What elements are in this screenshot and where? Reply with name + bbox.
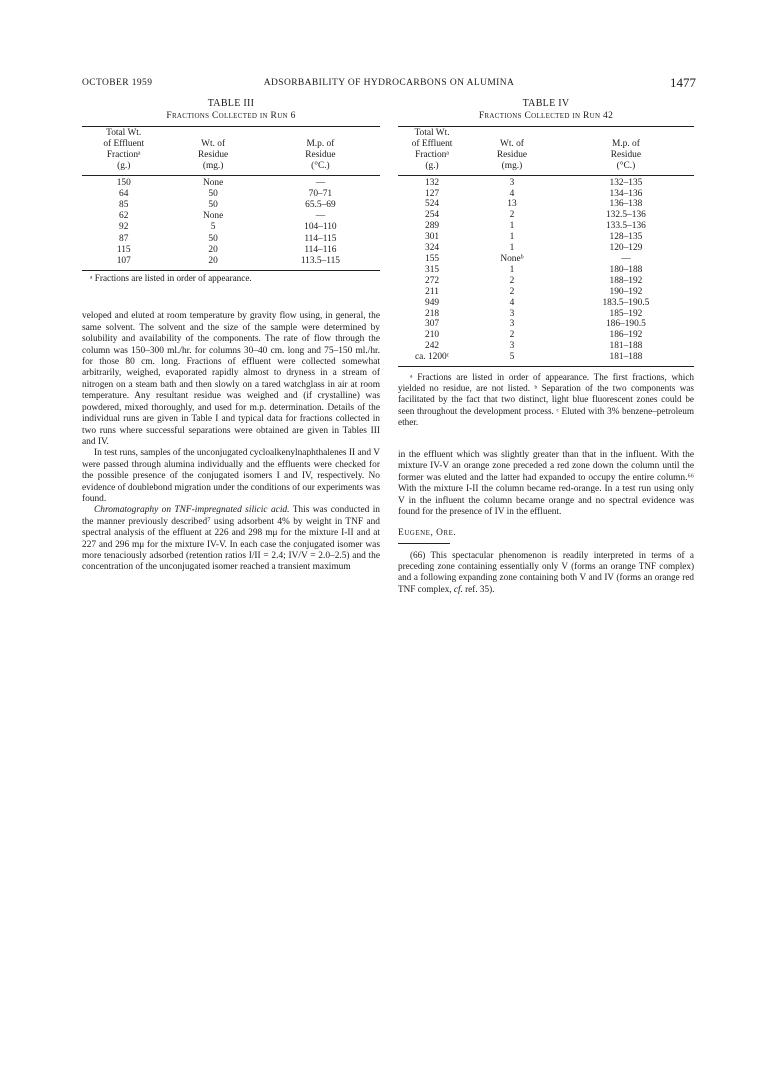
table-3-title: TABLE III: [207, 98, 255, 109]
table-cell: 272: [425, 275, 440, 286]
table-cell: 92: [119, 222, 129, 233]
table-cell: 4: [509, 297, 515, 308]
table-cell: 20: [208, 244, 218, 255]
table-cell: 324: [425, 243, 440, 254]
footnote-66: (66) This spectacular phenomenon is readily interpreted in terms of a preceding zone containing essentially only V (forms an orange TNF complex) and a following expanding zone containing both V and IV (forms an orange red TNF complex, cf. ref. 35).: [398, 549, 694, 594]
table-4-row: [398, 232, 694, 243]
table-cell: 132.5–136: [605, 210, 646, 221]
table-cell: 65.5–69: [305, 200, 336, 211]
table-cell: 5: [210, 222, 216, 233]
table-3-bottom-rule: [82, 270, 380, 271]
table-cell: 183.5–190.5: [602, 297, 650, 308]
table-4-header-col-1: Total Wt. of Effluent Fractionᵃ (g.): [411, 127, 453, 172]
table-cell: 114–116: [304, 244, 337, 255]
table-3-header-col-2: Wt. of Residue (mg.): [198, 139, 229, 172]
table-4-row: [398, 265, 694, 276]
table-cell: 1: [509, 232, 515, 243]
table-cell: 128–135: [609, 232, 643, 243]
table-4-caption: Fractions Collected in Run 42: [478, 111, 614, 122]
table-cell: 188–192: [609, 275, 643, 286]
table-4-row: [398, 221, 694, 232]
table-4-row: [398, 254, 694, 265]
table-cell: 1: [509, 221, 515, 232]
table-cell: 2: [509, 275, 515, 286]
left-body-text: [82, 311, 380, 573]
table-cell: ca. 1200ᶜ: [414, 352, 450, 363]
table-cell: 70–71: [308, 188, 333, 199]
table-cell: 254: [425, 210, 440, 221]
table-cell: 113.5–115: [300, 256, 340, 267]
table-cell: 50: [208, 233, 218, 244]
paragraph-test-runs: In test runs, samples of the unconjugated cycloalkenylnaphthalenes II and V were passed through alumina individually and the effluents were checked for the possible presence of the conjugated isomers I and IV, respectively. No evidence of doublebond migration under the conditions of our experiments was found.: [82, 448, 380, 504]
table-cell: 107: [116, 256, 131, 267]
table-cell: 13: [507, 199, 517, 210]
table-cell: 181–188: [609, 341, 643, 352]
table-3-row: [82, 256, 380, 267]
table-3-row: [82, 234, 380, 245]
table-4-row: [398, 287, 694, 298]
table-cell: 132–135: [609, 177, 643, 188]
table-cell: 186–192: [609, 330, 643, 341]
page-number: 1477: [670, 75, 696, 90]
table-cell: 104–110: [304, 222, 337, 233]
table-3-header-col-1: Total Wt. of Effluent Fractionᵃ (g.): [103, 127, 145, 172]
right-column: [398, 98, 694, 595]
author-location: Eugene, Ore.: [398, 528, 457, 539]
table-cell: 115: [116, 244, 131, 255]
table-cell: 120–129: [609, 243, 643, 254]
table-cell: 3: [509, 341, 515, 352]
table-cell: 524: [425, 199, 440, 210]
table-4-row: [398, 352, 694, 363]
table-4-row: [398, 243, 694, 254]
header-date: OCTOBER 1959: [82, 78, 153, 88]
table-4-row: [398, 330, 694, 341]
table-cell: 127: [425, 188, 440, 199]
table-3-header-rule: [82, 175, 380, 176]
table-3-row: [82, 178, 380, 189]
table-4-row: [398, 210, 694, 221]
table-cell: 4: [509, 188, 515, 199]
table-4-row: [398, 319, 694, 330]
table-3-body: [82, 178, 380, 268]
table-cell: 20: [208, 256, 218, 267]
table-cell: 186–190.5: [605, 319, 646, 330]
table-cell: 210: [425, 330, 440, 341]
table-3-row: [82, 245, 380, 256]
left-column: [82, 98, 380, 574]
table-cell: 181–188: [609, 352, 643, 363]
table-cell: 1: [509, 243, 515, 254]
table-4-header-rule: [398, 175, 694, 176]
table-4-row: [398, 178, 694, 189]
table-4-body: [398, 178, 694, 363]
table-cell: 1: [509, 264, 515, 275]
table-3-row: [82, 211, 380, 222]
table-3-row: [82, 189, 380, 200]
footnote-separator: [398, 543, 450, 544]
table-4-row: [398, 189, 694, 200]
table-cell: 315: [425, 264, 440, 275]
table-cell: 134–136: [609, 188, 643, 199]
table-cell: 190–192: [609, 286, 643, 297]
table-cell: 242: [425, 341, 440, 352]
paragraph-effluent: in the effluent which was slightly greater than that in the influent. With the mixture IV-V an orange zone preceded a red zone down the column until the former was eluted and the latter had expanded to occupy the entire column.⁶⁶ With the mixture I-II the column became red-orange. In a test run using only V in the influent the column became orange and no spectral evidence was found for the presence of IV in the effluent.: [398, 450, 694, 518]
table-cell: 50: [208, 200, 218, 211]
table-3-row: [82, 222, 380, 233]
table-4-row: [398, 341, 694, 352]
table-cell: —: [315, 211, 326, 222]
table-cell: 155: [425, 253, 440, 264]
table-4-footnote: ᵃ Fractions are listed in order of appearance. The first fractions, which yielded no residue, are not listed. ᵇ Separation of the two components was facilitated by the fact that two distinct, light blue fluorescent zones could be seen throughout the development process. ᶜ Eluted with 3% benzene–petroleum ether.: [398, 372, 694, 427]
table-4-bottom-rule: [398, 366, 694, 367]
table-cell: 2: [509, 286, 515, 297]
table-cell: 85: [119, 200, 129, 211]
paragraph-tnf-chromatography: Chromatography on TNF-impregnated silicic acid. This was conducted in the manner previously described⁷ using adsorbent 4% by weight in TNF and spectral analysis of the effluent at 226 and 298 mμ for the mixture I-II and at 227 and 296 mμ for the mixture IV-V. In each case the conjugated isomer was more tenaciously adsorbed (retention ratios I/II = 2.4; IV/V = 2.0–2.5) and the concentration of the unconjugated isomer reached a transient maximum: [82, 505, 380, 573]
table-3-row: [82, 200, 380, 211]
table-3-header: [82, 127, 380, 175]
table-cell: —: [621, 253, 631, 264]
table-cell: 949: [425, 297, 440, 308]
table-cell: —: [315, 177, 326, 188]
table-4-row: [398, 298, 694, 309]
table-cell: 3: [509, 319, 515, 330]
table-cell: 180–188: [609, 264, 643, 275]
table-cell: Noneᵇ: [500, 253, 524, 264]
table-cell: 50: [208, 188, 218, 199]
table-cell: 301: [425, 232, 440, 243]
table-cell: 133.5–136: [605, 221, 646, 232]
table-cell: 64: [119, 188, 129, 199]
table-cell: 150: [116, 177, 131, 188]
table-cell: 87: [119, 233, 129, 244]
table-cell: 62: [119, 211, 129, 222]
table-cell: 3: [509, 177, 515, 188]
table-4-title: TABLE IV: [522, 98, 570, 109]
table-cell: 211: [425, 286, 439, 297]
table-cell: 218: [425, 308, 440, 319]
header-journal-title: ADSORBABILITY OF HYDROCARBONS ON ALUMINA: [263, 78, 515, 88]
table-3-caption: Fractions Collected in Run 6: [166, 111, 296, 122]
table-cell: 5: [509, 352, 515, 363]
paragraph-procedure: veloped and eluted at room temperature by gravity flow using, in general, the same solvent. The solvent and the size of the sample were determined by solubility and availability of the components. The rate of flow through the column was 150–300 ml./hr. for columns 30–40 cm. long and 75–150 ml./hr. for those 80 cm. long. Fractions of effluent were collected somewhat arbitrarily, weighed, evaporated rapidly almost to dryness in a stream of nitrogen on a steam bath and then slowly on a tared watchglass in air at room temperature. Any resultant residue was weighed and (if crystalline) was powdered, mixed thoroughly, and used for m.p. determination. Details of the individual runs are given in Table I and typical data for fractions collected in two runs where successful separations were obtained are given in Tables III and IV.: [82, 311, 380, 447]
section-heading-tnf: Chromatography on TNF-impregnated silicic acid.: [94, 505, 290, 516]
table-cell: 132: [425, 177, 440, 188]
table-cell: 136–138: [609, 199, 643, 210]
table-3-footnote: ᵃ Fractions are listed in order of appearance.: [90, 273, 252, 284]
table-4-row: [398, 309, 694, 320]
running-header: [82, 75, 696, 92]
table-cell: 307: [425, 319, 440, 330]
table-cell: 2: [509, 330, 515, 341]
table-cell: 114–115: [304, 233, 337, 244]
table-4-header: [398, 127, 694, 175]
table-cell: 3: [509, 308, 515, 319]
table-cell: 2: [509, 210, 515, 221]
table-4-row: [398, 276, 694, 287]
table-4-row: [398, 199, 694, 210]
table-4-header-col-2: Wt. of Residue (mg.): [496, 139, 528, 172]
table-cell: None: [202, 177, 224, 188]
table-3-header-col-3: M.p. of Residue (°C.): [305, 139, 336, 172]
table-4-header-col-3: M.p. of Residue (°C.): [610, 139, 642, 172]
right-body-text: [398, 450, 694, 595]
table-cell: 185–192: [609, 308, 643, 319]
table-cell: 289: [425, 221, 440, 232]
table-cell: None: [202, 211, 224, 222]
